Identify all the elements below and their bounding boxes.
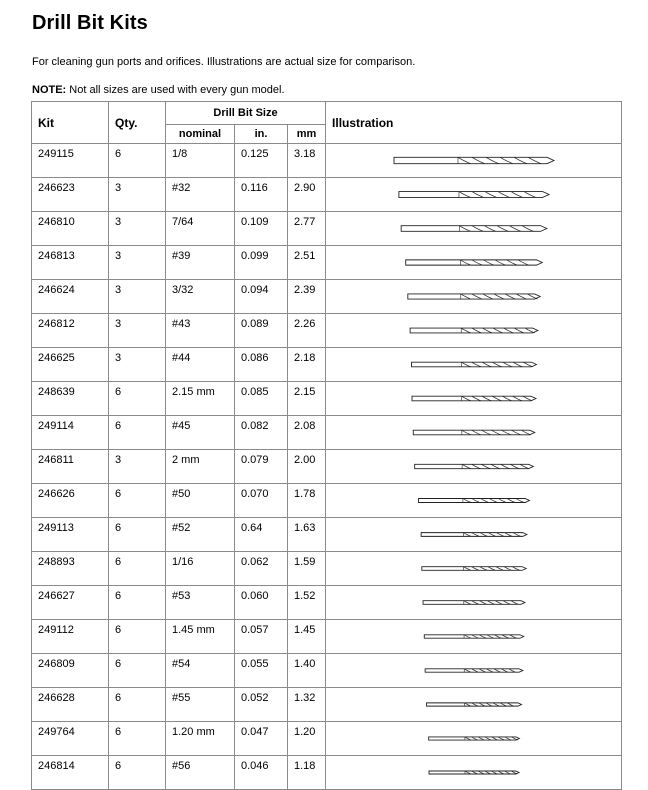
cell-qty: 3	[109, 212, 166, 246]
cell-mm: 2.08	[288, 416, 326, 450]
drill-bit-icon	[326, 486, 622, 515]
table-row	[32, 416, 622, 450]
table-row	[32, 314, 622, 348]
page-description: For cleaning gun ports and orifices. Illustrations are actual size for comparison.	[32, 56, 416, 68]
header-nominal: nominal	[166, 125, 235, 144]
table-row	[32, 688, 622, 722]
cell-mm: 1.59	[288, 552, 326, 586]
cell-illustration	[326, 450, 622, 484]
cell-nominal: 2.15 mm	[166, 382, 235, 416]
cell-mm: 1.40	[288, 654, 326, 688]
cell-mm: 2.39	[288, 280, 326, 314]
table-row	[32, 586, 622, 620]
cell-illustration	[326, 416, 622, 450]
header-qty: Qty.	[109, 102, 166, 144]
cell-in: 0.116	[235, 178, 288, 212]
cell-in: 0.109	[235, 212, 288, 246]
table-row	[32, 552, 622, 586]
note-label: NOTE:	[32, 84, 67, 96]
table-row	[32, 382, 622, 416]
drill-bit-icon	[326, 316, 622, 345]
cell-kit: 246811	[32, 450, 109, 484]
cell-in: 0.089	[235, 314, 288, 348]
cell-kit: 246810	[32, 212, 109, 246]
cell-in: 0.046	[235, 756, 288, 790]
table-row	[32, 246, 622, 280]
cell-mm: 1.18	[288, 756, 326, 790]
header-kit: Kit	[32, 102, 109, 144]
cell-illustration	[326, 552, 622, 586]
cell-nominal: #53	[166, 586, 235, 620]
table-row	[32, 280, 622, 314]
cell-kit: 246624	[32, 280, 109, 314]
drill-bit-outline	[413, 430, 535, 435]
cell-in: 0.052	[235, 688, 288, 722]
cell-nominal: 1/8	[166, 144, 235, 178]
cell-in: 0.079	[235, 450, 288, 484]
cell-kit: 246627	[32, 586, 109, 620]
cell-qty: 3	[109, 178, 166, 212]
table-row	[32, 348, 622, 382]
cell-mm: 2.00	[288, 450, 326, 484]
drill-bit-icon	[326, 588, 622, 617]
cell-in: 0.057	[235, 620, 288, 654]
cell-nominal: #55	[166, 688, 235, 722]
table-row	[32, 722, 622, 756]
cell-kit: 246814	[32, 756, 109, 790]
cell-nominal: #52	[166, 518, 235, 552]
cell-illustration	[326, 620, 622, 654]
note-text: Not all sizes are used with every gun model.	[66, 84, 285, 96]
drill-bit-icon	[326, 622, 622, 651]
cell-nominal: #45	[166, 416, 235, 450]
cell-nominal: 7/64	[166, 212, 235, 246]
cell-kit: 246625	[32, 348, 109, 382]
cell-nominal: #50	[166, 484, 235, 518]
cell-nominal: 2 mm	[166, 450, 235, 484]
cell-in: 0.094	[235, 280, 288, 314]
table-row	[32, 518, 622, 552]
cell-mm: 1.78	[288, 484, 326, 518]
table-row	[32, 450, 622, 484]
cell-illustration	[326, 722, 622, 756]
cell-nominal: #56	[166, 756, 235, 790]
table-row	[32, 620, 622, 654]
cell-illustration	[326, 756, 622, 790]
cell-kit: 249114	[32, 416, 109, 450]
cell-mm: 1.20	[288, 722, 326, 756]
drill-bit-icon	[326, 690, 622, 719]
cell-in: 0.062	[235, 552, 288, 586]
header-mm: mm	[288, 125, 326, 144]
drill-bit-icon	[326, 418, 622, 447]
cell-mm: 1.63	[288, 518, 326, 552]
cell-illustration	[326, 382, 622, 416]
cell-qty: 3	[109, 450, 166, 484]
cell-in: 0.047	[235, 722, 288, 756]
cell-qty: 6	[109, 722, 166, 756]
cell-qty: 3	[109, 314, 166, 348]
table-row	[32, 144, 622, 178]
drill-bit-icon	[326, 146, 622, 175]
cell-kit: 249113	[32, 518, 109, 552]
cell-qty: 3	[109, 280, 166, 314]
drill-bit-icon	[326, 554, 622, 583]
cell-kit: 248893	[32, 552, 109, 586]
cell-kit: 246812	[32, 314, 109, 348]
cell-nominal: 1/16	[166, 552, 235, 586]
cell-mm: 2.18	[288, 348, 326, 382]
cell-mm: 3.18	[288, 144, 326, 178]
cell-illustration	[326, 280, 622, 314]
cell-in: 0.64	[235, 518, 288, 552]
header-illustration: Illustration	[326, 102, 622, 144]
cell-qty: 6	[109, 654, 166, 688]
cell-mm: 1.32	[288, 688, 326, 722]
page-title: Drill Bit Kits	[32, 12, 148, 34]
cell-qty: 3	[109, 246, 166, 280]
cell-kit: 246628	[32, 688, 109, 722]
drill-bit-icon	[326, 452, 622, 481]
cell-mm: 2.26	[288, 314, 326, 348]
cell-qty: 6	[109, 484, 166, 518]
cell-qty: 6	[109, 586, 166, 620]
drill-bit-icon	[326, 180, 622, 209]
cell-illustration	[326, 246, 622, 280]
cell-qty: 6	[109, 620, 166, 654]
cell-mm: 1.45	[288, 620, 326, 654]
drill-bit-icon	[326, 214, 622, 243]
cell-in: 0.060	[235, 586, 288, 620]
cell-qty: 6	[109, 382, 166, 416]
cell-kit: 246813	[32, 246, 109, 280]
cell-in: 0.086	[235, 348, 288, 382]
cell-illustration	[326, 688, 622, 722]
cell-qty: 6	[109, 552, 166, 586]
cell-in: 0.125	[235, 144, 288, 178]
cell-kit: 249764	[32, 722, 109, 756]
drill-bit-icon	[326, 248, 622, 277]
table-row	[32, 756, 622, 790]
cell-nominal: #44	[166, 348, 235, 382]
cell-nominal: #43	[166, 314, 235, 348]
note	[32, 84, 285, 96]
cell-illustration	[326, 178, 622, 212]
cell-illustration	[326, 654, 622, 688]
cell-illustration	[326, 348, 622, 382]
header-drill-bit-size: Drill Bit Size	[166, 102, 326, 125]
table-row	[32, 212, 622, 246]
cell-qty: 3	[109, 348, 166, 382]
cell-mm: 1.52	[288, 586, 326, 620]
drill-bit-icon	[326, 350, 622, 379]
cell-kit: 246623	[32, 178, 109, 212]
cell-kit: 249115	[32, 144, 109, 178]
cell-in: 0.055	[235, 654, 288, 688]
cell-in: 0.085	[235, 382, 288, 416]
cell-kit: 246626	[32, 484, 109, 518]
cell-qty: 6	[109, 756, 166, 790]
drill-bit-outline	[406, 260, 543, 265]
cell-illustration	[326, 212, 622, 246]
cell-qty: 6	[109, 688, 166, 722]
cell-mm: 2.15	[288, 382, 326, 416]
cell-qty: 6	[109, 518, 166, 552]
cell-illustration	[326, 314, 622, 348]
drill-bit-table	[31, 101, 622, 790]
drill-bit-icon	[326, 656, 622, 685]
drill-bit-icon	[326, 758, 622, 787]
header-row	[32, 102, 622, 125]
cell-mm: 2.90	[288, 178, 326, 212]
cell-in: 0.082	[235, 416, 288, 450]
cell-qty: 6	[109, 144, 166, 178]
cell-nominal: #39	[166, 246, 235, 280]
cell-nominal: 3/32	[166, 280, 235, 314]
table-row	[32, 178, 622, 212]
drill-bit-icon	[326, 384, 622, 413]
drill-bit-icon	[326, 282, 622, 311]
cell-kit: 248639	[32, 382, 109, 416]
cell-mm: 2.51	[288, 246, 326, 280]
drill-bit-icon	[326, 520, 622, 549]
cell-qty: 6	[109, 416, 166, 450]
cell-illustration	[326, 586, 622, 620]
cell-nominal: #54	[166, 654, 235, 688]
drill-bit-outline	[415, 464, 534, 468]
cell-nominal: 1.45 mm	[166, 620, 235, 654]
cell-in: 0.070	[235, 484, 288, 518]
cell-mm: 2.77	[288, 212, 326, 246]
cell-kit: 246809	[32, 654, 109, 688]
table-row	[32, 654, 622, 688]
cell-kit: 249112	[32, 620, 109, 654]
cell-illustration	[326, 144, 622, 178]
cell-nominal: 1.20 mm	[166, 722, 235, 756]
table-row	[32, 484, 622, 518]
cell-in: 0.099	[235, 246, 288, 280]
drill-bit-icon	[326, 724, 622, 753]
cell-illustration	[326, 518, 622, 552]
header-in: in.	[235, 125, 288, 144]
cell-nominal: #32	[166, 178, 235, 212]
cell-illustration	[326, 484, 622, 518]
